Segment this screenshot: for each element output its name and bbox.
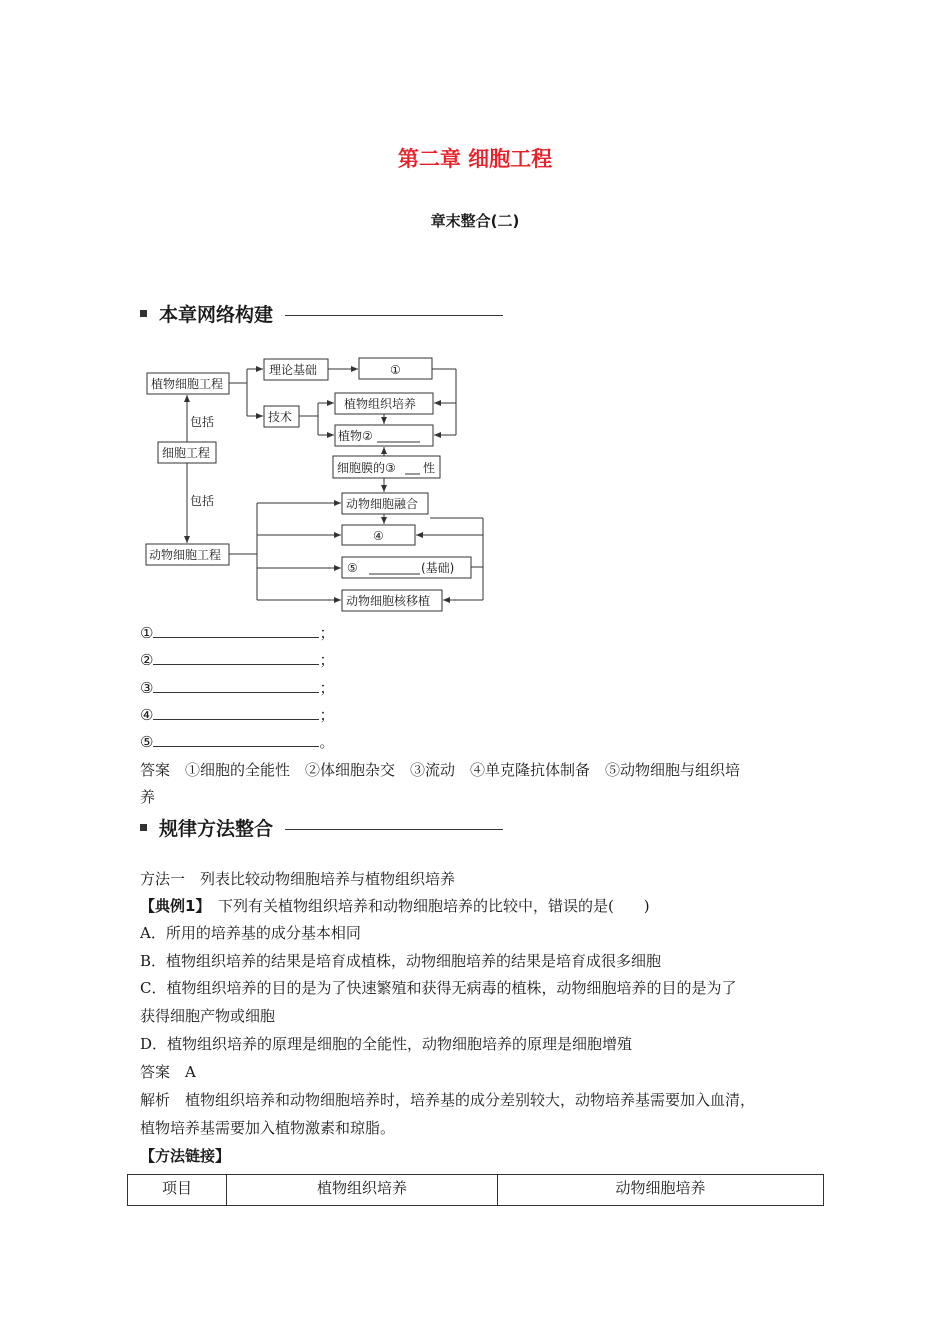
plant2-label: 植物② <box>338 429 373 443</box>
membrane-tail-label: 性 <box>423 461 436 475</box>
example-answer: 答案 A <box>140 1063 196 1081</box>
fill-line-5: ⑤ 。 <box>140 733 335 751</box>
animal-engineering-label: 动物细胞工程 <box>149 548 222 562</box>
fill-line-1: ① ； <box>140 624 335 642</box>
fusion-label: 动物细胞融合 <box>346 497 419 511</box>
concept-map <box>0 0 950 620</box>
table-header-row <box>128 1175 824 1206</box>
membrane-label: 细胞膜的③ <box>337 461 396 475</box>
fill-line-3: ③ ； <box>140 679 335 697</box>
divider <box>285 829 503 830</box>
section-title: 本章网络构建 <box>159 304 274 326</box>
nuclear-transfer-label: 动物细胞核移植 <box>346 594 431 608</box>
tech-label: 技术 <box>268 410 293 424</box>
method-link: 【方法链接】 <box>140 1147 231 1165</box>
fill-line-2: ② ； <box>140 651 335 669</box>
table-header-cell: 植物组织培养 <box>227 1175 498 1206</box>
blank1-label: ① <box>390 363 401 377</box>
table-header-cell: 动物细胞培养 <box>498 1175 824 1206</box>
plant-engineering-label: 植物细胞工程 <box>151 377 224 391</box>
basis-label: (基础) <box>421 561 455 575</box>
comparison-table <box>127 1174 824 1206</box>
method-title: 方法一 列表比较动物细胞培养与植物组织培养 <box>140 870 456 888</box>
chapter-title: 第二章 细胞工程 <box>397 147 553 171</box>
answer-line: 答案 ①细胞的全能性 ②体细胞杂交 ③流动 ④单克隆抗体制备 ⑤动物细胞与组织培 <box>140 761 741 779</box>
option-c: C．植物组织培养的目的是为了快速繁殖和获得无病毒的植株，动物细胞培养的目的是为了 <box>140 979 737 997</box>
tissue-culture-label: 植物组织培养 <box>344 397 417 411</box>
square-bullet-icon <box>140 824 147 831</box>
example-question: 【典例1】 下列有关植物组织培养和动物细胞培养的比较中，错误的是( ) <box>140 897 650 915</box>
blank5-label: ⑤ <box>347 561 358 575</box>
includes-bottom-label: 包括 <box>190 494 215 508</box>
table-header-cell: 项目 <box>128 1175 227 1206</box>
analysis-line-cont: 植物培养基需要加入植物激素和琼脂。 <box>140 1119 396 1137</box>
section-heading-methods <box>140 814 503 841</box>
option-a: A．所用的培养基的成分基本相同 <box>140 924 361 942</box>
option-b: B．植物组织培养的结果是培育成植株，动物细胞培养的结果是培育成很多细胞 <box>140 952 662 970</box>
analysis-line: 解析 植物组织培养和动物细胞培养时，培养基的成分差别较大，动物培养基需要加入血清， <box>140 1091 756 1109</box>
section-title: 规律方法整合 <box>159 818 274 840</box>
theory-label: 理论基础 <box>269 363 318 377</box>
option-d: D．植物组织培养的原理是细胞的全能性，动物细胞培养的原理是细胞增殖 <box>140 1035 633 1053</box>
option-c-cont: 获得细胞产物或细胞 <box>140 1007 276 1025</box>
includes-top-label: 包括 <box>190 415 215 429</box>
answer-line-cont: 养 <box>140 788 156 806</box>
fill-line-4: ④ ； <box>140 706 335 724</box>
cell-engineering-label: 细胞工程 <box>162 446 211 460</box>
blank4-label: ④ <box>373 529 384 543</box>
page-subtitle: 章末整合(二) <box>430 212 520 230</box>
